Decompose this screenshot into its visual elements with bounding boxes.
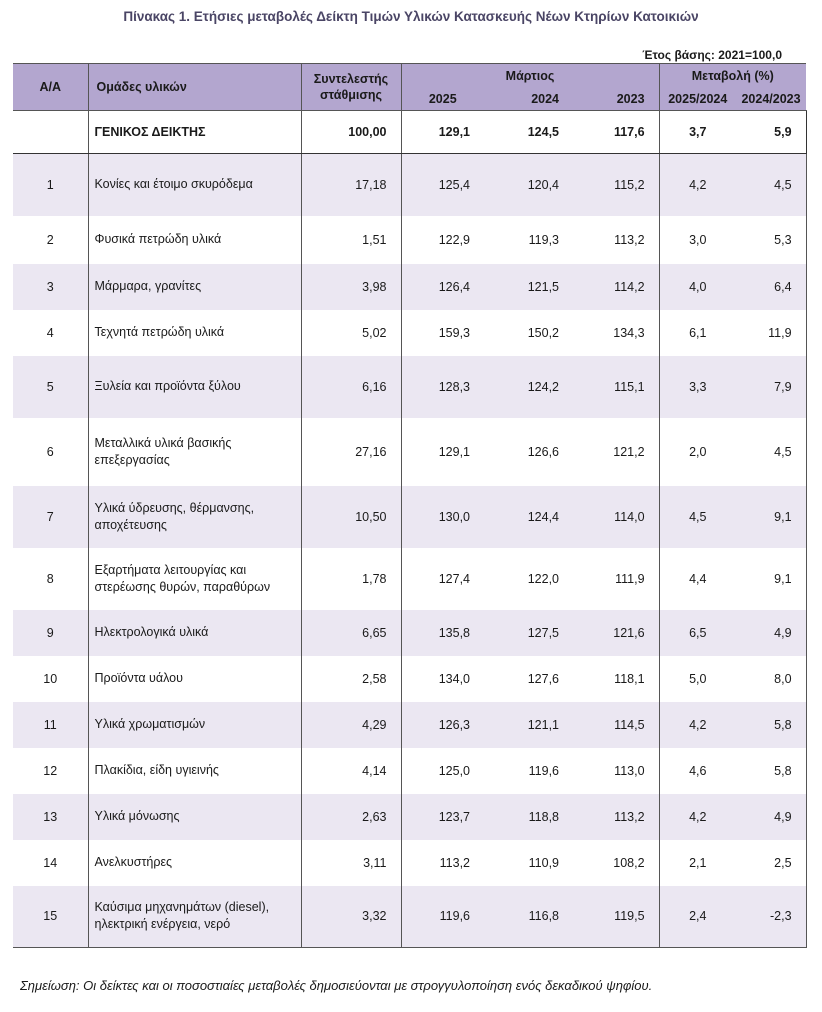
- row-value-2024: 119,3: [528, 232, 559, 247]
- row-value-2024: 126,6: [527, 444, 559, 459]
- row-weight: 4,14: [301, 748, 401, 794]
- row-value-2023: 114,0: [573, 486, 659, 548]
- row-change-2025-2024: 2,0: [659, 418, 736, 486]
- row-value-2024: 124,2: [484, 356, 573, 418]
- row-value-2023: 113,0: [614, 763, 645, 778]
- row-number: 11: [13, 702, 88, 748]
- general-index-row: [13, 111, 806, 154]
- row-number: 13: [13, 794, 88, 840]
- row-weight: 10,50: [301, 486, 401, 548]
- row-value-2025: 126,4: [401, 264, 484, 310]
- footnote: Σημείωση: Οι δείκτες και οι ποσοστιαίες μεταβολές δημοσιεύονται με στρογγυλοποίηση ενός δεκαδικού ψηφίου.: [20, 978, 653, 993]
- row-label: Υλικά μόνωσης: [88, 794, 301, 840]
- row-value-2023: 114,2: [573, 264, 659, 310]
- row-weight: 2,63: [301, 794, 401, 840]
- row-weight: 1,78: [301, 548, 401, 610]
- row-value-2023: 115,1: [573, 356, 659, 418]
- table-row: [13, 216, 806, 264]
- row-number: 7: [13, 486, 88, 548]
- row-value-2024: 150,2: [527, 325, 559, 340]
- row-change-2024-2023: 2,5: [736, 840, 806, 886]
- header-change-2025-2024: 2025/2024: [659, 88, 736, 111]
- row-change-2024-2023: 4,5: [736, 418, 806, 486]
- row-value-2023: 118,1: [614, 671, 645, 686]
- row-value-2025: 130,0: [401, 486, 484, 548]
- row-value-2025: 125,0: [401, 748, 484, 794]
- row-weight: 6,65: [301, 610, 401, 656]
- row-value-2023: 134,3: [613, 325, 645, 340]
- row-value-2025: 129,1: [401, 418, 484, 486]
- table-row: [13, 486, 806, 548]
- row-number: 1: [13, 154, 88, 216]
- table-row: [13, 418, 806, 486]
- row-number: 2: [46, 232, 54, 247]
- row-change-2025-2024: 6,5: [659, 610, 736, 656]
- row-label: Κονίες και έτοιμο σκυρόδεμα: [88, 154, 301, 216]
- row-change-2024-2023: 5,8: [736, 702, 806, 748]
- row-number: 9: [13, 610, 88, 656]
- table-row: [13, 310, 806, 356]
- row-value-2024: 120,4: [484, 154, 573, 216]
- row-label: Προϊόντα υάλου: [88, 656, 301, 702]
- row-label: Ανελκυστήρες: [88, 840, 301, 886]
- row-label: Φυσικά πετρώδη υλικά: [88, 216, 301, 264]
- row-value-2024: 124,4: [484, 486, 573, 548]
- row-weight: 2,58: [301, 656, 401, 702]
- header-change-2024-2023: 2024/2023: [736, 88, 806, 111]
- table-row: [13, 264, 806, 310]
- row-number: 10: [43, 671, 58, 686]
- row-value-2025: 122,9: [401, 216, 484, 264]
- row-value-2025: 123,7: [401, 794, 484, 840]
- row-change-2024-2023: 4,9: [736, 794, 806, 840]
- table-row: [13, 886, 806, 948]
- header-weight: Συντελεστής στάθμισης: [301, 64, 401, 111]
- row-number: 12: [43, 763, 58, 778]
- row-number: 6: [46, 444, 54, 459]
- table-row: [13, 356, 806, 418]
- row-change-2025-2024: 4,4: [659, 548, 736, 610]
- row-weight: 3,32: [301, 886, 401, 948]
- row-label: Μάρμαρα, γρανίτες: [88, 264, 301, 310]
- row-change-2024-2023: 6,4: [736, 264, 806, 310]
- row-value-2025: 134,0: [401, 656, 484, 702]
- row-number: 14: [43, 855, 58, 870]
- header-2023: 2023: [573, 88, 659, 111]
- row-value-2023: 115,2: [573, 154, 659, 216]
- row-number: 3: [13, 264, 88, 310]
- row-value-2024: 122,0: [527, 571, 559, 586]
- header-aa: Α/Α: [13, 64, 88, 111]
- table-row: [13, 154, 806, 216]
- row-label: Υλικά χρωματισμών: [88, 702, 301, 748]
- row-weight: 4,29: [301, 702, 401, 748]
- row-value-2025: 128,3: [401, 356, 484, 418]
- general-2023: 117,6: [573, 111, 659, 154]
- row-change-2025-2024: 3,0: [659, 216, 736, 264]
- row-change-2024-2023: 9,1: [736, 486, 806, 548]
- row-value-2025: 119,6: [401, 886, 484, 948]
- row-weight: 5,02: [301, 310, 401, 356]
- row-label: Υλικά ύδρευσης, θέρμανσης, αποχέτευσης: [88, 486, 301, 548]
- row-value-2023: 113,2: [573, 794, 659, 840]
- table-row: [13, 702, 806, 748]
- header-2025: 2025: [401, 88, 484, 111]
- row-value-2023: 121,6: [573, 610, 659, 656]
- table-row: [13, 748, 806, 794]
- header-groups: Ομάδες υλικών: [88, 64, 301, 111]
- row-value-2023: 119,5: [573, 886, 659, 948]
- row-label: Μεταλλικά υλικά βασικής επεξεργασίας: [88, 418, 301, 486]
- table-title: Πίνακας 1. Ετήσιες μεταβολές Δείκτη Τιμών Υλικών Κατασκευής Νέων Κτηρίων Κατοικιών: [123, 9, 699, 24]
- row-value-2023: 114,5: [573, 702, 659, 748]
- row-value-2024: 127,5: [484, 610, 573, 656]
- row-change-2024-2023: 8,0: [736, 656, 806, 702]
- general-2024: 124,5: [484, 111, 573, 154]
- header-march: Μάρτιος: [401, 64, 659, 89]
- row-change-2024-2023: 4,5: [736, 154, 806, 216]
- row-change-2025-2024: 2,1: [659, 840, 736, 886]
- row-label: Ξυλεία και προϊόντα ξύλου: [88, 356, 301, 418]
- row-weight: 17,18: [301, 154, 401, 216]
- row-change-2025-2024: 4,2: [659, 794, 736, 840]
- row-label: Τεχνητά πετρώδη υλικά: [88, 310, 301, 356]
- index-table: [13, 63, 807, 948]
- row-value-2023: 113,2: [614, 232, 645, 247]
- row-number: 5: [13, 356, 88, 418]
- table-row: [13, 794, 806, 840]
- row-value-2025: 113,2: [401, 840, 484, 886]
- row-value-2024: 110,9: [528, 855, 559, 870]
- row-value-2023: 111,9: [615, 571, 645, 586]
- row-value-2025: 159,3: [401, 310, 484, 356]
- row-number: 4: [46, 325, 54, 340]
- row-weight: 27,16: [301, 418, 401, 486]
- base-year-note: Έτος βάσης: 2021=100,0: [642, 48, 782, 62]
- row-value-2025: 125,4: [401, 154, 484, 216]
- row-label: Πλακίδια, είδη υγιεινής: [88, 748, 301, 794]
- table-row: [13, 840, 806, 886]
- row-change-2025-2024: 3,3: [659, 356, 736, 418]
- row-label: Καύσιμα μηχανημάτων (diesel), ηλεκτρική ενέργεια, νερό: [88, 886, 301, 948]
- row-change-2024-2023: 9,1: [736, 548, 806, 610]
- row-weight: 6,16: [301, 356, 401, 418]
- row-change-2025-2024: 4,2: [659, 702, 736, 748]
- row-value-2024: 119,6: [528, 763, 559, 778]
- table-row: [13, 548, 806, 610]
- row-weight: 3,98: [301, 264, 401, 310]
- row-change-2024-2023: 5,8: [736, 748, 806, 794]
- row-weight: 3,11: [301, 840, 401, 886]
- row-label: Ηλεκτρολογικά υλικά: [88, 610, 301, 656]
- row-value-2024: 127,6: [527, 671, 559, 686]
- row-change-2025-2024: 4,6: [659, 748, 736, 794]
- row-value-2024: 118,8: [484, 794, 573, 840]
- row-label: Εξαρτήματα λειτουργίας και στερέωσης θυρών, παραθύρων: [88, 548, 301, 610]
- row-change-2025-2024: 2,4: [659, 886, 736, 948]
- general-index-label: ΓΕΝΙΚΟΣ ΔΕΙΚΤΗΣ: [88, 111, 301, 154]
- row-change-2025-2024: 4,5: [659, 486, 736, 548]
- row-value-2025: 126,3: [401, 702, 484, 748]
- general-change-2025-2024: 3,7: [659, 111, 736, 154]
- row-weight: 1,51: [301, 216, 401, 264]
- row-change-2025-2024: 4,0: [659, 264, 736, 310]
- general-change-2024-2023: 5,9: [736, 111, 806, 154]
- row-value-2025: 135,8: [401, 610, 484, 656]
- row-change-2025-2024: 6,1: [659, 310, 736, 356]
- row-change-2025-2024: 5,0: [659, 656, 736, 702]
- row-value-2023: 108,2: [613, 855, 645, 870]
- header-2024: 2024: [484, 88, 573, 111]
- table-row: [13, 656, 806, 702]
- row-value-2024: 116,8: [484, 886, 573, 948]
- table-row: [13, 610, 806, 656]
- row-change-2024-2023: 4,9: [736, 610, 806, 656]
- row-value-2023: 121,2: [613, 444, 645, 459]
- row-change-2025-2024: 4,2: [659, 154, 736, 216]
- header-change: Μεταβολή (%): [659, 64, 806, 89]
- row-number: 15: [13, 886, 88, 948]
- row-value-2024: 121,5: [484, 264, 573, 310]
- row-value-2024: 121,1: [484, 702, 573, 748]
- row-number: 8: [46, 571, 54, 586]
- row-change-2024-2023: 7,9: [736, 356, 806, 418]
- row-change-2024-2023: 11,9: [736, 310, 806, 356]
- general-2025: 129,1: [401, 111, 484, 154]
- general-weight: 100,00: [301, 111, 401, 154]
- row-change-2024-2023: 5,3: [736, 216, 806, 264]
- row-value-2025: 127,4: [401, 548, 484, 610]
- row-change-2024-2023: -2,3: [736, 886, 806, 948]
